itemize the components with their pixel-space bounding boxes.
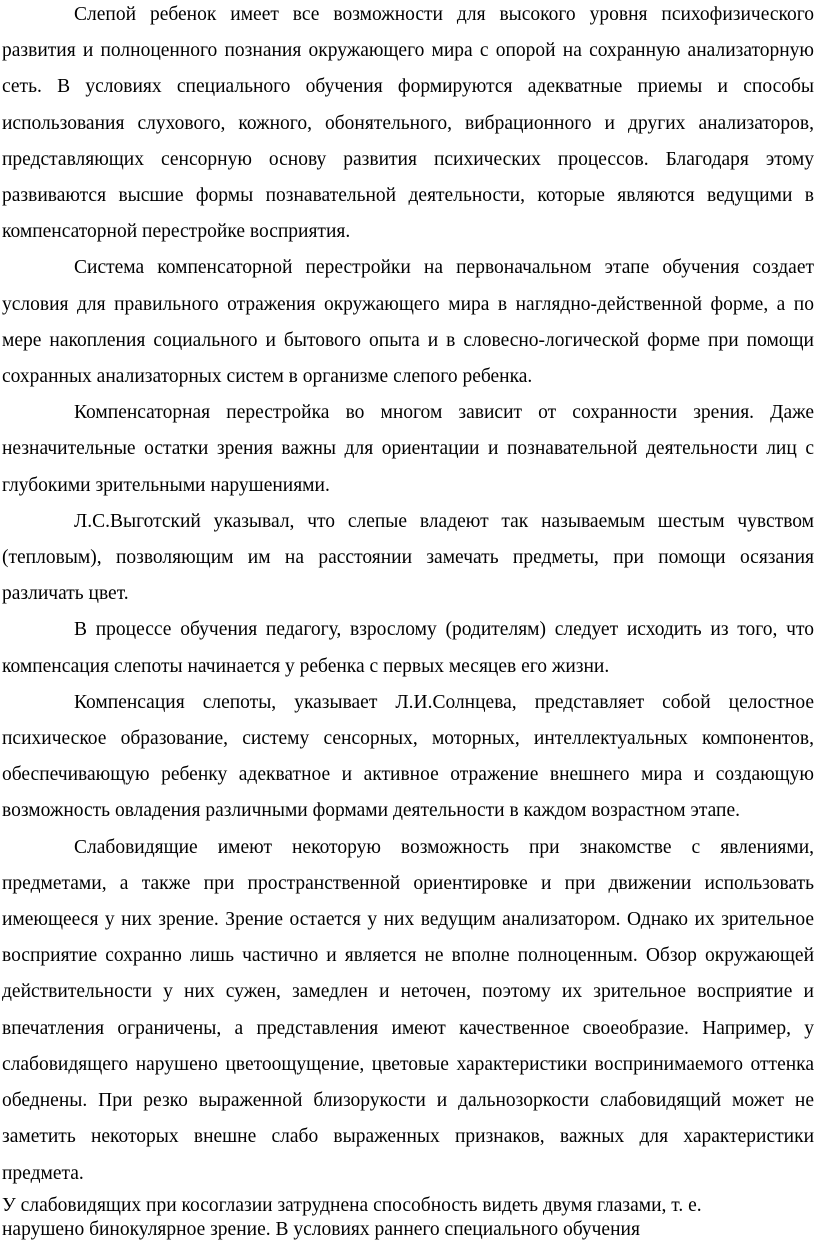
tail-line-1: У слабовидящих при косоглазии затруднена способность видеть двумя глазами, т. е. [2, 1194, 702, 1216]
paragraph-7: Слабовидящие имеют некоторую возможность при знакомстве с явлениями, предметами, а также при пространственной ориентировке и при движении использовать имеющееся у них зрение. Зрение остается у них ведущим анализатором. Однако их зрительное восприятие сохранно лишь частично и является не вполне полноценным. Обзор окружающей действительности у них сужен, замедлен и неточен, поэтому их зрительное восприятие и впечатления ограничены, а представления имеют качественное своеобразие. Например, у слабовидящего нарушено цветоощущение, цветовые характеристики воспринимаемого оттенка обеднены. При резко выраженной близорукости и дальнозоркости слабовидящий может не заметить некоторых внешне слабо выраженных признаков, важных для характеристики предмета. [2, 836, 814, 1184]
paragraph-5: В процессе обучения педагогу, взрослому (родителям) следует исходить из того, что компенсация слепоты начинается у ребенка с первых месяцев его жизни. [2, 619, 814, 677]
paragraph-6: Компенсация слепоты, указывает Л.И.Солнцева, представляет собой целостное психическое образование, систему сенсорных, моторных, интеллектуальных компонентов, обеспечивающую ребенку адекватное и активное отражение внешнего мира и создающую возможность овладения различными формами деятельности в каждом возрастном этапе. [2, 691, 814, 822]
paragraph-1: Слепой ребенок имеет все возможности для высокого уровня психофизического развития и полноценного познания окружающего мира с опорой на сохранную анализаторную сеть. В условиях специального обучения формируются адекватные приемы и способы использования слухового, кожного, обонятельного, вибрационного и других анализаторов, представляющих сенсорную основу развития психических процессов. Благодаря этому развиваются высшие формы познавательной деятельности, которые являются ведущими в компенсаторной перестройке восприятия. [2, 4, 814, 243]
paragraph-2: Система компенсаторной перестройки на первоначальном этапе обучения создает условия для правильного отражения окружающего мира в наглядно-действенной форме, а по мере накопления социального и бытового опыта и в словесно-логической форме при помощи сохранных анализаторных систем в организме слепого ребенка. [2, 257, 814, 388]
unformatted-tail [2, 1194, 814, 1242]
document-body [2, 0, 814, 1192]
paragraph-4: Л.С.Выготский указывал, что слепые владеют так называемым шестым чувством (тепловым), позволяющим им на расстоянии замечать предметы, при помощи осязания различать цвет. [2, 510, 814, 605]
paragraph-3: Компенсаторная перестройка во многом зависит от сохранности зрения. Даже незначительные остатки зрения важны для ориентации и познавательной деятельности лиц с глубокими зрительными нарушениями. [2, 402, 814, 496]
tail-line-2: нарушено бинокулярное зрение. В условиях раннего специального обучения [2, 1218, 640, 1240]
